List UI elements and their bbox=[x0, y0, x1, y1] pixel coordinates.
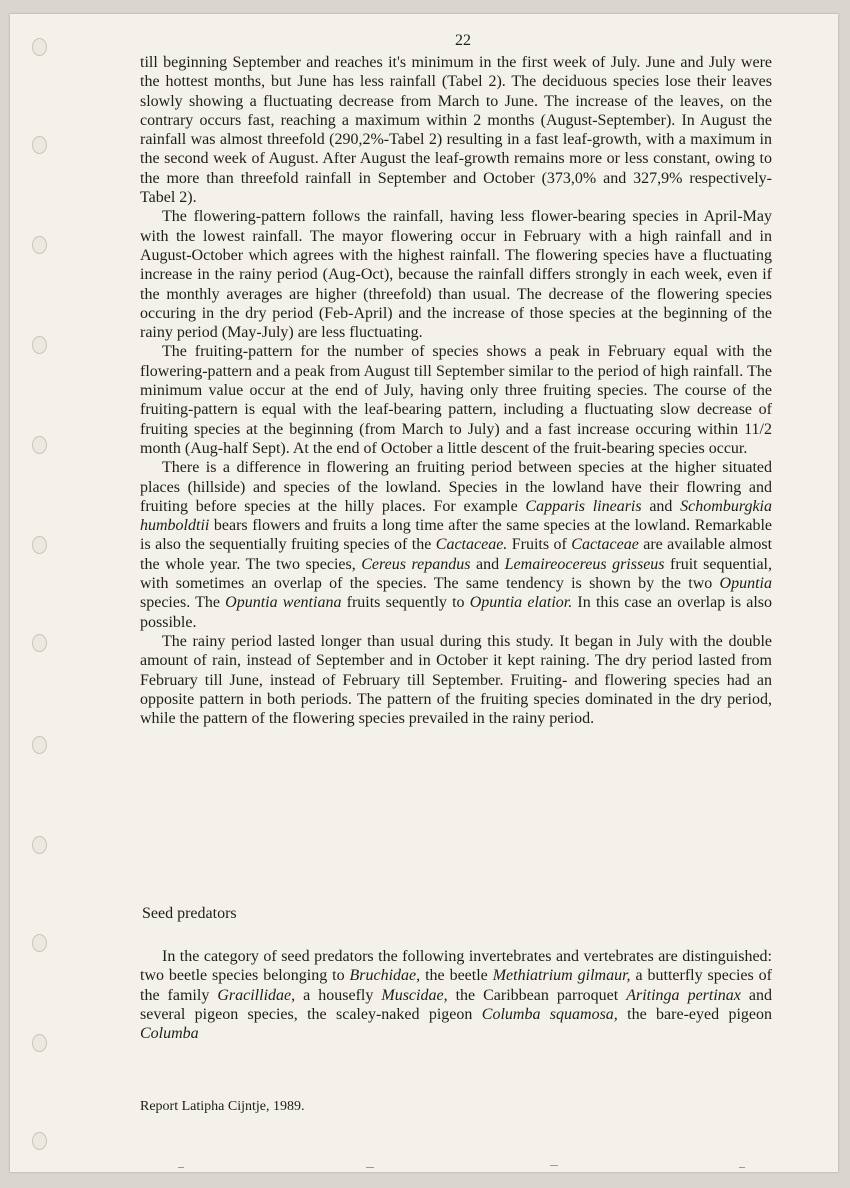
species-name: Methiatrium gilmaur, bbox=[492, 967, 631, 985]
text-run: The rainy period lasted longer than usual during this study. It began in July with the double amount of rain, instead of September and in October it kept raining. The dry period lasted from February till June, instead of February till September. Fruiting- and flowering species had an opposite pattern in both periods. The pattern of the fruiting species dominated in the dry period, while the pattern of the flowering species prevailed in the rainy period. bbox=[140, 632, 772, 728]
binder-hole bbox=[32, 836, 47, 854]
section-heading: Seed predators bbox=[142, 905, 237, 922]
binder-hole bbox=[32, 38, 47, 56]
text-run: a butterfly species of the family bbox=[140, 967, 772, 1004]
text-run: the beetle bbox=[420, 967, 493, 985]
text-run: the bare-eyed pigeon bbox=[617, 1005, 773, 1023]
species-name: Aritinga pertinax bbox=[626, 986, 741, 1004]
species-name: Columba squamosa, bbox=[481, 1005, 618, 1023]
text-run: and several pigeon species, the scaley-naked pigeon bbox=[140, 986, 773, 1023]
species-name: Capparis linearis bbox=[525, 497, 642, 515]
binder-hole bbox=[32, 536, 47, 554]
text-run: Fruits of bbox=[507, 536, 572, 554]
paragraph bbox=[140, 53, 772, 207]
text-run: fruits sequently to bbox=[341, 594, 470, 612]
page-number: 22 bbox=[455, 32, 471, 49]
binder-hole bbox=[32, 1034, 47, 1052]
footer-text: Report Latipha Cijntje, 1989. bbox=[140, 1099, 305, 1114]
scan-mark bbox=[178, 1167, 184, 1168]
species-name: Schomburgkia humboldtii bbox=[140, 497, 772, 535]
species-name: Gracillidae, bbox=[217, 986, 296, 1004]
species-name: Opuntia wentiana bbox=[225, 594, 342, 612]
paragraph bbox=[140, 458, 772, 632]
species-name: Cactaceae. bbox=[435, 536, 508, 554]
species-name: Cereus repandus bbox=[361, 555, 471, 573]
binder-hole bbox=[32, 1132, 47, 1150]
paragraph bbox=[140, 207, 772, 342]
species-name: Lemaireocereus grisseus bbox=[504, 555, 665, 573]
species-name: Columba bbox=[140, 1025, 199, 1043]
text-run: bears flowers and fruits a long time after the same species at the lowland. Remarkable is also the sequentially fruiting species of the bbox=[140, 517, 772, 554]
paragraph bbox=[140, 342, 772, 458]
body-text bbox=[140, 53, 772, 728]
binder-hole bbox=[32, 336, 47, 354]
text-run: There is a difference in flowering an fruiting period between species at the higher situated places (hillside) and species of the lowland. Species in the lowland have their flowring and fruiting before species at the hilly places. For example bbox=[140, 459, 772, 515]
binder-hole bbox=[32, 934, 47, 952]
binder-hole bbox=[32, 736, 47, 754]
text-run: the Caribbean parroquet bbox=[447, 986, 627, 1004]
text-run: till beginning September and reaches it's minimum in the first week of July. June and July were the hottest months, but June has less rainfall (Tabel 2). The deciduous species lose their leaves slowly showing a fluctuating decrease from March to June. The increase of the leaves, on the contrary occurs fast, reaching a maximum within 2 months (August-September). In August the rainfall was almost threefold (290,2%-Tabel 2) resulting in a fast leaf-growth, with a maximum in the second week of August. After August the leaf-growth remains more or less constant, owing to the more than threefold rainfall in September and October (373,0% and 327,9% respectively-Tabel 2). bbox=[140, 54, 772, 207]
text-run: In the category of seed predators the following invertebrates and vertebrates are distinguished: two beetle species belonging to bbox=[140, 948, 772, 985]
paragraph bbox=[140, 632, 772, 728]
species-name: Opuntia elatior. bbox=[469, 594, 573, 612]
species-name: Cactaceae bbox=[571, 536, 639, 554]
paragraph bbox=[140, 947, 772, 1043]
text-run: and bbox=[641, 497, 681, 515]
scan-mark bbox=[739, 1167, 745, 1168]
binder-hole bbox=[32, 236, 47, 254]
text-run: a housefly bbox=[295, 986, 382, 1004]
text-run: In this case an overlap is also possible. bbox=[140, 594, 773, 631]
species-name: Opuntia bbox=[719, 575, 772, 593]
scan-mark bbox=[366, 1167, 374, 1168]
species-name: Muscidae, bbox=[381, 986, 448, 1004]
binder-hole bbox=[32, 136, 47, 154]
text-run: The fruiting-pattern for the number of species shows a peak in February equal with the flowering-pattern and a peak from August till September similar to the period of high rainfall. The minimum value occur at the end of July, having only three fruiting species. The course of the fruiting-pattern is equal with the leaf-bearing pattern, including a fluctuating slow decrease of fruiting species at the beginning (from March to July) and a fast increase occuring within 11/2 month (Aug-half Sept). At the end of October a little descent of the fruit-bearing species occur. bbox=[140, 343, 772, 457]
scan-mark bbox=[550, 1165, 558, 1166]
text-run: are available almost the whole year. The two species, bbox=[140, 536, 773, 573]
binder-hole bbox=[32, 634, 47, 652]
species-name: Bruchidae, bbox=[349, 967, 421, 985]
text-run: and bbox=[470, 555, 505, 573]
text-run: The flowering-pattern follows the rainfall, having less flower-bearing species in April-May with the lowest rainfall. The mayor flowering occur in February with a high rainfall and in August-October which agrees with the highest rainfall. The flowering species have a fluctuating increase in the rainy period (Aug-Oct), because the rainfall differs strongly in each week, even if the monthly averages are higher (threefold) than usual. The decrease of the flowering species occuring in the dry period (Feb-April) and the increase of those species at the beginning of the rainy period (May-July) are less fluctuating. bbox=[140, 208, 772, 342]
binder-hole bbox=[32, 436, 47, 454]
body-text-section bbox=[140, 947, 772, 1043]
text-run: species. The bbox=[140, 594, 226, 612]
text-run: fruit sequential, with sometimes an overlap of the species. The same tendency is shown by the two bbox=[140, 555, 772, 593]
